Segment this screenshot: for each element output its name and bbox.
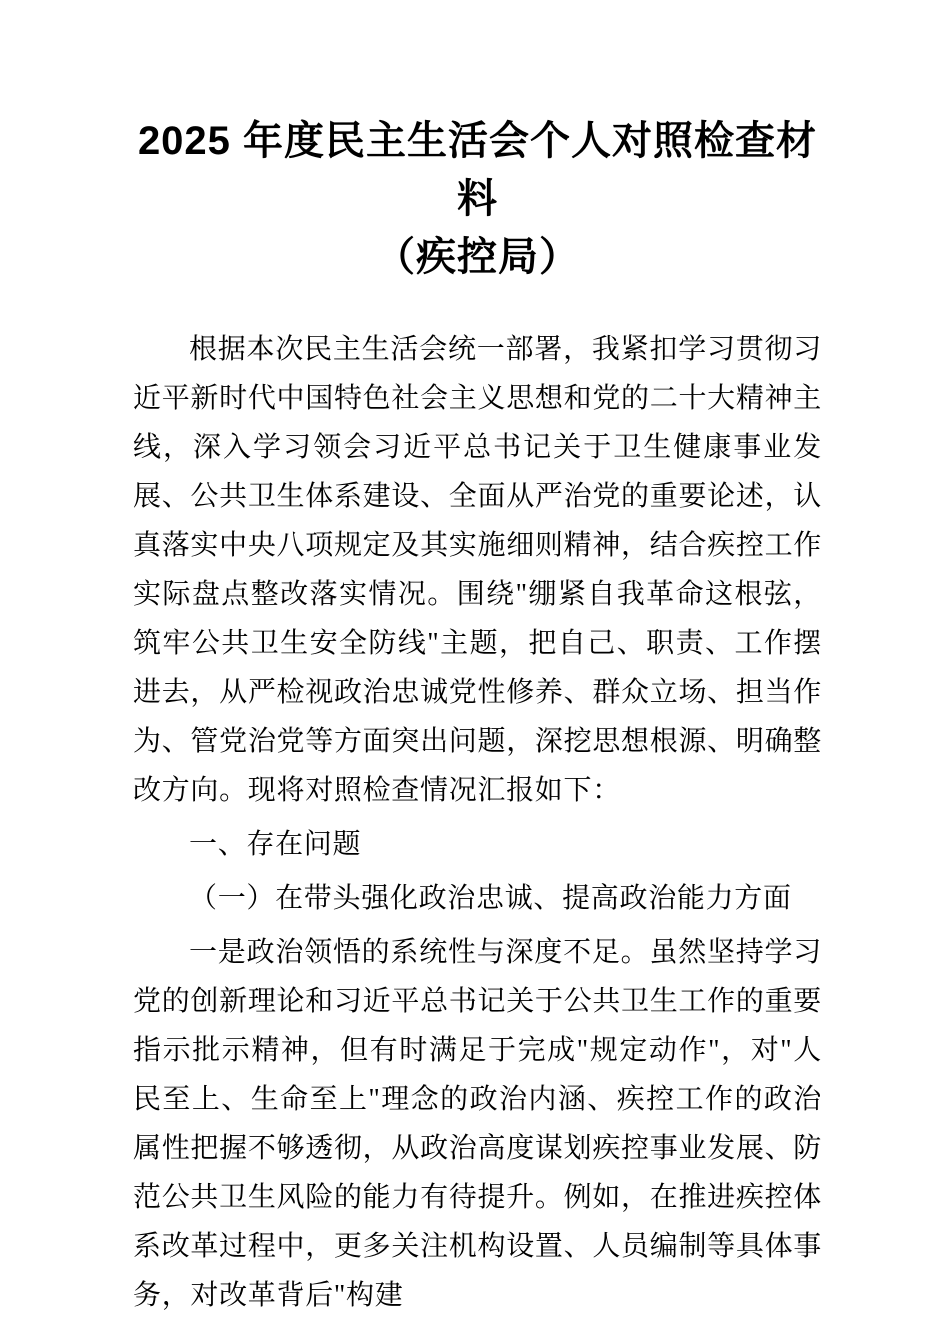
paragraph-introduction: 根据本次民主生活会统一部署，我紧扣学习贯彻习近平新时代中国特色社会主义思想和党的二十大精神主线，深入学习领会习近平总书记关于卫生健康事业发展、公共卫生体系建设、全面从严治党的重要论述，认真落实中央八项规定及其实施细则精神，结合疾控工作实际盘点整改落实情况。围绕"绷紧自我革命这根弦，筑牢公共卫生安全防线"主题，把自己、职责、工作摆进去，从严检视政治忠诚党性修养、群众立场、担当作为、管党治党等方面突出问题，深挖思想根源、明确整改方向。现将对照检查情况汇报如下： — [133, 334, 822, 806]
document-title-line-1: 2025 年度民主生活会个人对照检查材料 — [137, 119, 818, 221]
paragraph-problem-one: 一是政治领悟的系统性与深度不足。虽然坚持学习党的创新理论和习近平总书记关于公共卫生工作的重要指示批示精神，但有时满足于完成"规定动作"，对"人民至上、生命至上"理念的政治内涵、疾控工作的政治属性把握不够透彻，从政治高度谋划疾控事业发展、防范公共卫生风险的能力有待提升。例如，在推进疾控体系改革过程中，更多关注机构设置、人员编制等具体事务，对改革背后"构建 — [133, 937, 822, 1311]
section-heading-existing-problems: 一、存在问题 — [189, 829, 362, 860]
subsection-heading-political-loyalty: （一）在带头强化政治忠诚、提高政治能力方面 — [189, 883, 792, 914]
document-title-line-2: （疾控局） — [375, 235, 580, 279]
document-title — [133, 112, 822, 286]
